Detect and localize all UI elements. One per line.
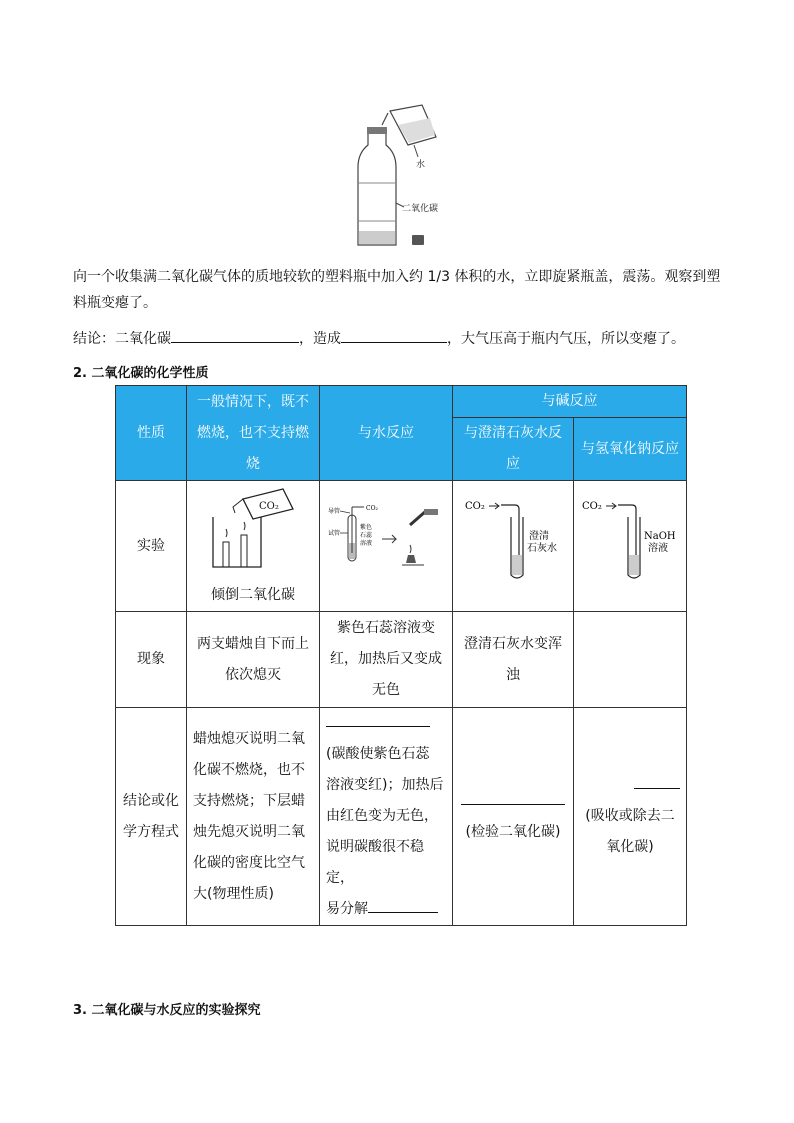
obs-litmus-l3: 无色 xyxy=(372,682,400,698)
conclusion-prefix: 结论：二氧化碳 xyxy=(73,331,171,347)
naoh-label-solution: 溶液 xyxy=(648,543,668,554)
con-water-l2: 溶液变红)；加热后 xyxy=(326,777,444,793)
row-label-observation: 现象 xyxy=(116,612,187,708)
con-naoh xyxy=(574,708,687,926)
header-limewater: 与澄清石灰水反应 xyxy=(453,418,574,481)
obs-candles xyxy=(187,612,320,708)
water-reaction-figure xyxy=(326,505,446,575)
row-label-conclusion xyxy=(116,708,187,926)
pour-co2-label: CO₂ xyxy=(259,501,279,512)
con-candles-l1: 蜡烛熄灭说明二氧 xyxy=(193,730,305,747)
label-co2: 二氧化碳 xyxy=(402,204,439,214)
obs-litmus xyxy=(320,612,453,708)
conclusion-line xyxy=(73,326,685,352)
con-water-l4: 说明碳酸很不稳定， xyxy=(326,839,424,886)
obs-naoh xyxy=(574,612,687,708)
conclusion-label-l1: 结论或化 xyxy=(123,792,179,809)
exp-cell-limewater xyxy=(453,481,574,612)
fill-blank-1[interactable] xyxy=(171,328,299,343)
con-water-l5: 易分解 xyxy=(326,901,368,917)
obs-litmus-l1: 紫色石蕊溶液变 xyxy=(337,620,435,636)
naoh-equation-blank[interactable] xyxy=(634,770,680,789)
co2-properties-table xyxy=(115,385,687,926)
decompose-equation-blank[interactable] xyxy=(368,894,438,913)
con-candles-l3: 支持燃烧；下层蜡 xyxy=(193,792,305,809)
obs-candles-l2: 依次熄灭 xyxy=(225,666,281,683)
section-2-title: 2. 二氧化碳的化学性质 xyxy=(73,366,209,381)
con-water-l3: 由红色变为无色， xyxy=(326,808,438,824)
exp-cell-water xyxy=(320,481,453,612)
limewater-figure xyxy=(463,497,563,583)
con-limewater-text: (检验二氧化碳) xyxy=(465,823,561,840)
con-candles-l4: 烛先熄灭说明二氧 xyxy=(193,823,305,840)
limewater-equation-blank[interactable] xyxy=(461,786,565,805)
fig-label-tube: 试管 xyxy=(328,530,341,537)
con-naoh-l1: (吸收或除去二 xyxy=(585,808,675,824)
fig-label-litmus: 石蕊 xyxy=(360,532,373,539)
fig-label-co2: CO₂ xyxy=(366,505,378,512)
bottle-water-figure xyxy=(352,103,482,251)
obs-candles-l1: 两支蜡烛自下而上 xyxy=(197,635,309,652)
con-candles xyxy=(187,708,320,926)
header-naoh: 与氢氧化钠反应 xyxy=(574,418,687,481)
pour-caption: 倾倒二氧化碳 xyxy=(211,587,295,603)
obs-limewater-l2: 浊 xyxy=(506,666,520,683)
con-naoh-l2: 氧化碳) xyxy=(606,839,654,855)
water-equation-blank[interactable] xyxy=(326,708,430,727)
obs-limewater-l1: 澄清石灰水变浑 xyxy=(464,635,562,652)
lime-label-clear: 澄清 xyxy=(529,531,549,542)
lime-co2-label: CO₂ xyxy=(465,501,485,512)
fig-label-solution: 溶液 xyxy=(360,540,373,547)
conclusion-suffix: ，大气压高于瓶内气压，所以变瘪了。 xyxy=(447,331,685,347)
fill-blank-2[interactable] xyxy=(341,328,447,343)
section-3-title: 3. 二氧化碳与水反应的实验探究 xyxy=(73,1003,261,1018)
conclusion-mid: ，造成 xyxy=(299,331,341,347)
conclusion-label-l2: 学方程式 xyxy=(123,823,179,840)
con-water-l1: (碳酸使紫色石蕊 xyxy=(326,746,430,762)
obs-litmus-l2: 红，加热后又变成 xyxy=(330,651,442,667)
fig-label-pipe: 导管 xyxy=(328,508,341,515)
naoh-figure xyxy=(580,497,680,583)
con-limewater xyxy=(453,708,574,926)
con-candles-l2: 化碳不燃烧，也不 xyxy=(193,761,305,778)
header-alkali: 与碱反应 xyxy=(453,386,687,418)
exp-cell-naoh xyxy=(574,481,687,612)
paragraph-bottle-experiment: 向一个收集满二氧化碳气体的质地较软的塑料瓶中加入约 1/3 体积的水，立即旋紧瓶盖，震荡。观察到塑料瓶变瘪了。 xyxy=(73,269,721,311)
fig-label-purple: 紫色 xyxy=(360,524,373,531)
pour-co2-figure xyxy=(203,487,303,573)
con-candles-l5: 化碳的密度比空气 xyxy=(193,854,305,871)
label-water: 水 xyxy=(416,160,426,170)
obs-limewater xyxy=(453,612,574,708)
row-label-experiment: 实验 xyxy=(116,481,187,612)
naoh-label-formula: NaOH xyxy=(644,531,676,542)
con-candles-l6: 大(物理性质) xyxy=(193,885,274,902)
header-nonflammable: 一般情况下，既不燃烧，也不支持燃烧 xyxy=(187,386,320,481)
header-water: 与水反应 xyxy=(320,386,453,481)
naoh-co2-label: CO₂ xyxy=(582,501,602,512)
con-water xyxy=(320,708,453,926)
lime-label-water: 石灰水 xyxy=(527,543,557,554)
exp-cell-pour xyxy=(187,481,320,612)
header-property: 性质 xyxy=(116,386,187,481)
